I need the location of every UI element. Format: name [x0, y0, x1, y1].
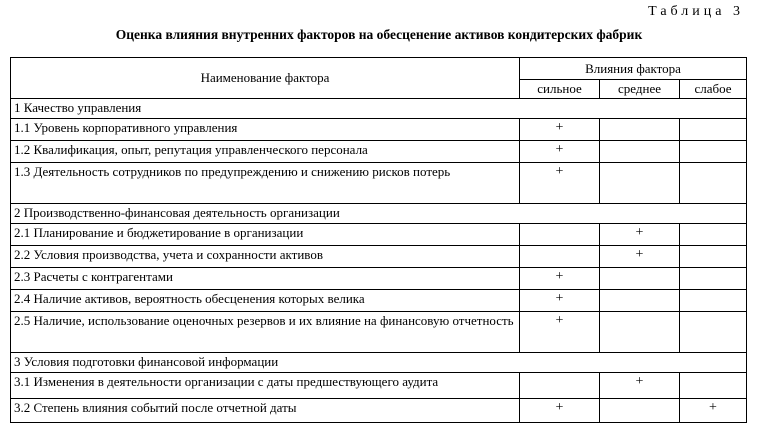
- mark-strong: +: [520, 268, 600, 290]
- mark-weak: [680, 290, 747, 312]
- mark-medium: [600, 119, 680, 141]
- table-title: Оценка влияния внутренних факторов на обесценение активов кондитерских фабрик: [115, 27, 643, 42]
- factor-label: 2.2 Условия производства, учета и сохранности активов: [11, 246, 520, 268]
- mark-medium: [600, 399, 680, 423]
- mark-medium: [600, 312, 680, 353]
- mark-strong: +: [520, 141, 600, 163]
- mark-strong: +: [520, 312, 600, 353]
- section-label: 2 Производственно-финансовая деятельность организации: [11, 204, 747, 224]
- factor-table: [10, 57, 747, 423]
- factor-label: 3.2 Степень влияния событий после отчетной даты: [11, 399, 520, 423]
- table-caption: Таблица 3: [648, 4, 744, 19]
- mark-medium: +: [600, 373, 680, 399]
- mark-strong: +: [520, 399, 600, 423]
- table-row: [11, 163, 747, 204]
- section-label: 3 Условия подготовки финансовой информации: [11, 353, 747, 373]
- factor-label: 3.1 Изменения в деятельности организации с даты предшествующего аудита: [11, 373, 520, 399]
- mark-weak: +: [680, 399, 747, 423]
- table-row: [11, 141, 747, 163]
- mark-medium: [600, 141, 680, 163]
- factor-label: 2.5 Наличие, использование оценочных резервов и их влияние на финансовую отчетность: [11, 312, 520, 353]
- header-influence: Влияния фактора: [520, 58, 747, 80]
- mark-strong: +: [520, 119, 600, 141]
- mark-weak: [680, 246, 747, 268]
- table-row: [11, 312, 747, 353]
- mark-weak: [680, 268, 747, 290]
- mark-medium: +: [600, 224, 680, 246]
- factor-label: 2.1 Планирование и бюджетирование в организации: [11, 224, 520, 246]
- table-row: [11, 268, 747, 290]
- factor-label: 2.3 Расчеты с контрагентами: [11, 268, 520, 290]
- mark-weak: [680, 163, 747, 204]
- table-row: [11, 399, 747, 423]
- factor-label: 1.1 Уровень корпоративного управления: [11, 119, 520, 141]
- table-row: [11, 353, 747, 373]
- mark-medium: [600, 163, 680, 204]
- table-row: [11, 224, 747, 246]
- table-row: [11, 204, 747, 224]
- table-row: [11, 119, 747, 141]
- table-row: [11, 99, 747, 119]
- mark-strong: +: [520, 163, 600, 204]
- table-row: [11, 373, 747, 399]
- header-strong: сильное: [520, 80, 600, 99]
- factor-label: 1.3 Деятельность сотрудников по предупреждению и снижению рисков потерь: [11, 163, 520, 204]
- factor-label: 1.2 Квалификация, опыт, репутация управленческого персонала: [11, 141, 520, 163]
- factor-label: 2.4 Наличие активов, вероятность обесценения которых велика: [11, 290, 520, 312]
- mark-weak: [680, 312, 747, 353]
- mark-strong: [520, 224, 600, 246]
- mark-strong: +: [520, 290, 600, 312]
- mark-weak: [680, 141, 747, 163]
- mark-medium: [600, 290, 680, 312]
- header-weak: слабое: [680, 80, 747, 99]
- mark-strong: [520, 246, 600, 268]
- table-row: [11, 290, 747, 312]
- mark-weak: [680, 224, 747, 246]
- mark-strong: [520, 373, 600, 399]
- section-label: 1 Качество управления: [11, 99, 747, 119]
- mark-weak: [680, 119, 747, 141]
- mark-medium: [600, 268, 680, 290]
- mark-medium: +: [600, 246, 680, 268]
- header-medium: среднее: [600, 80, 680, 99]
- mark-weak: [680, 373, 747, 399]
- header-factor-name: Наименование фактора: [11, 58, 520, 99]
- table-row: [11, 246, 747, 268]
